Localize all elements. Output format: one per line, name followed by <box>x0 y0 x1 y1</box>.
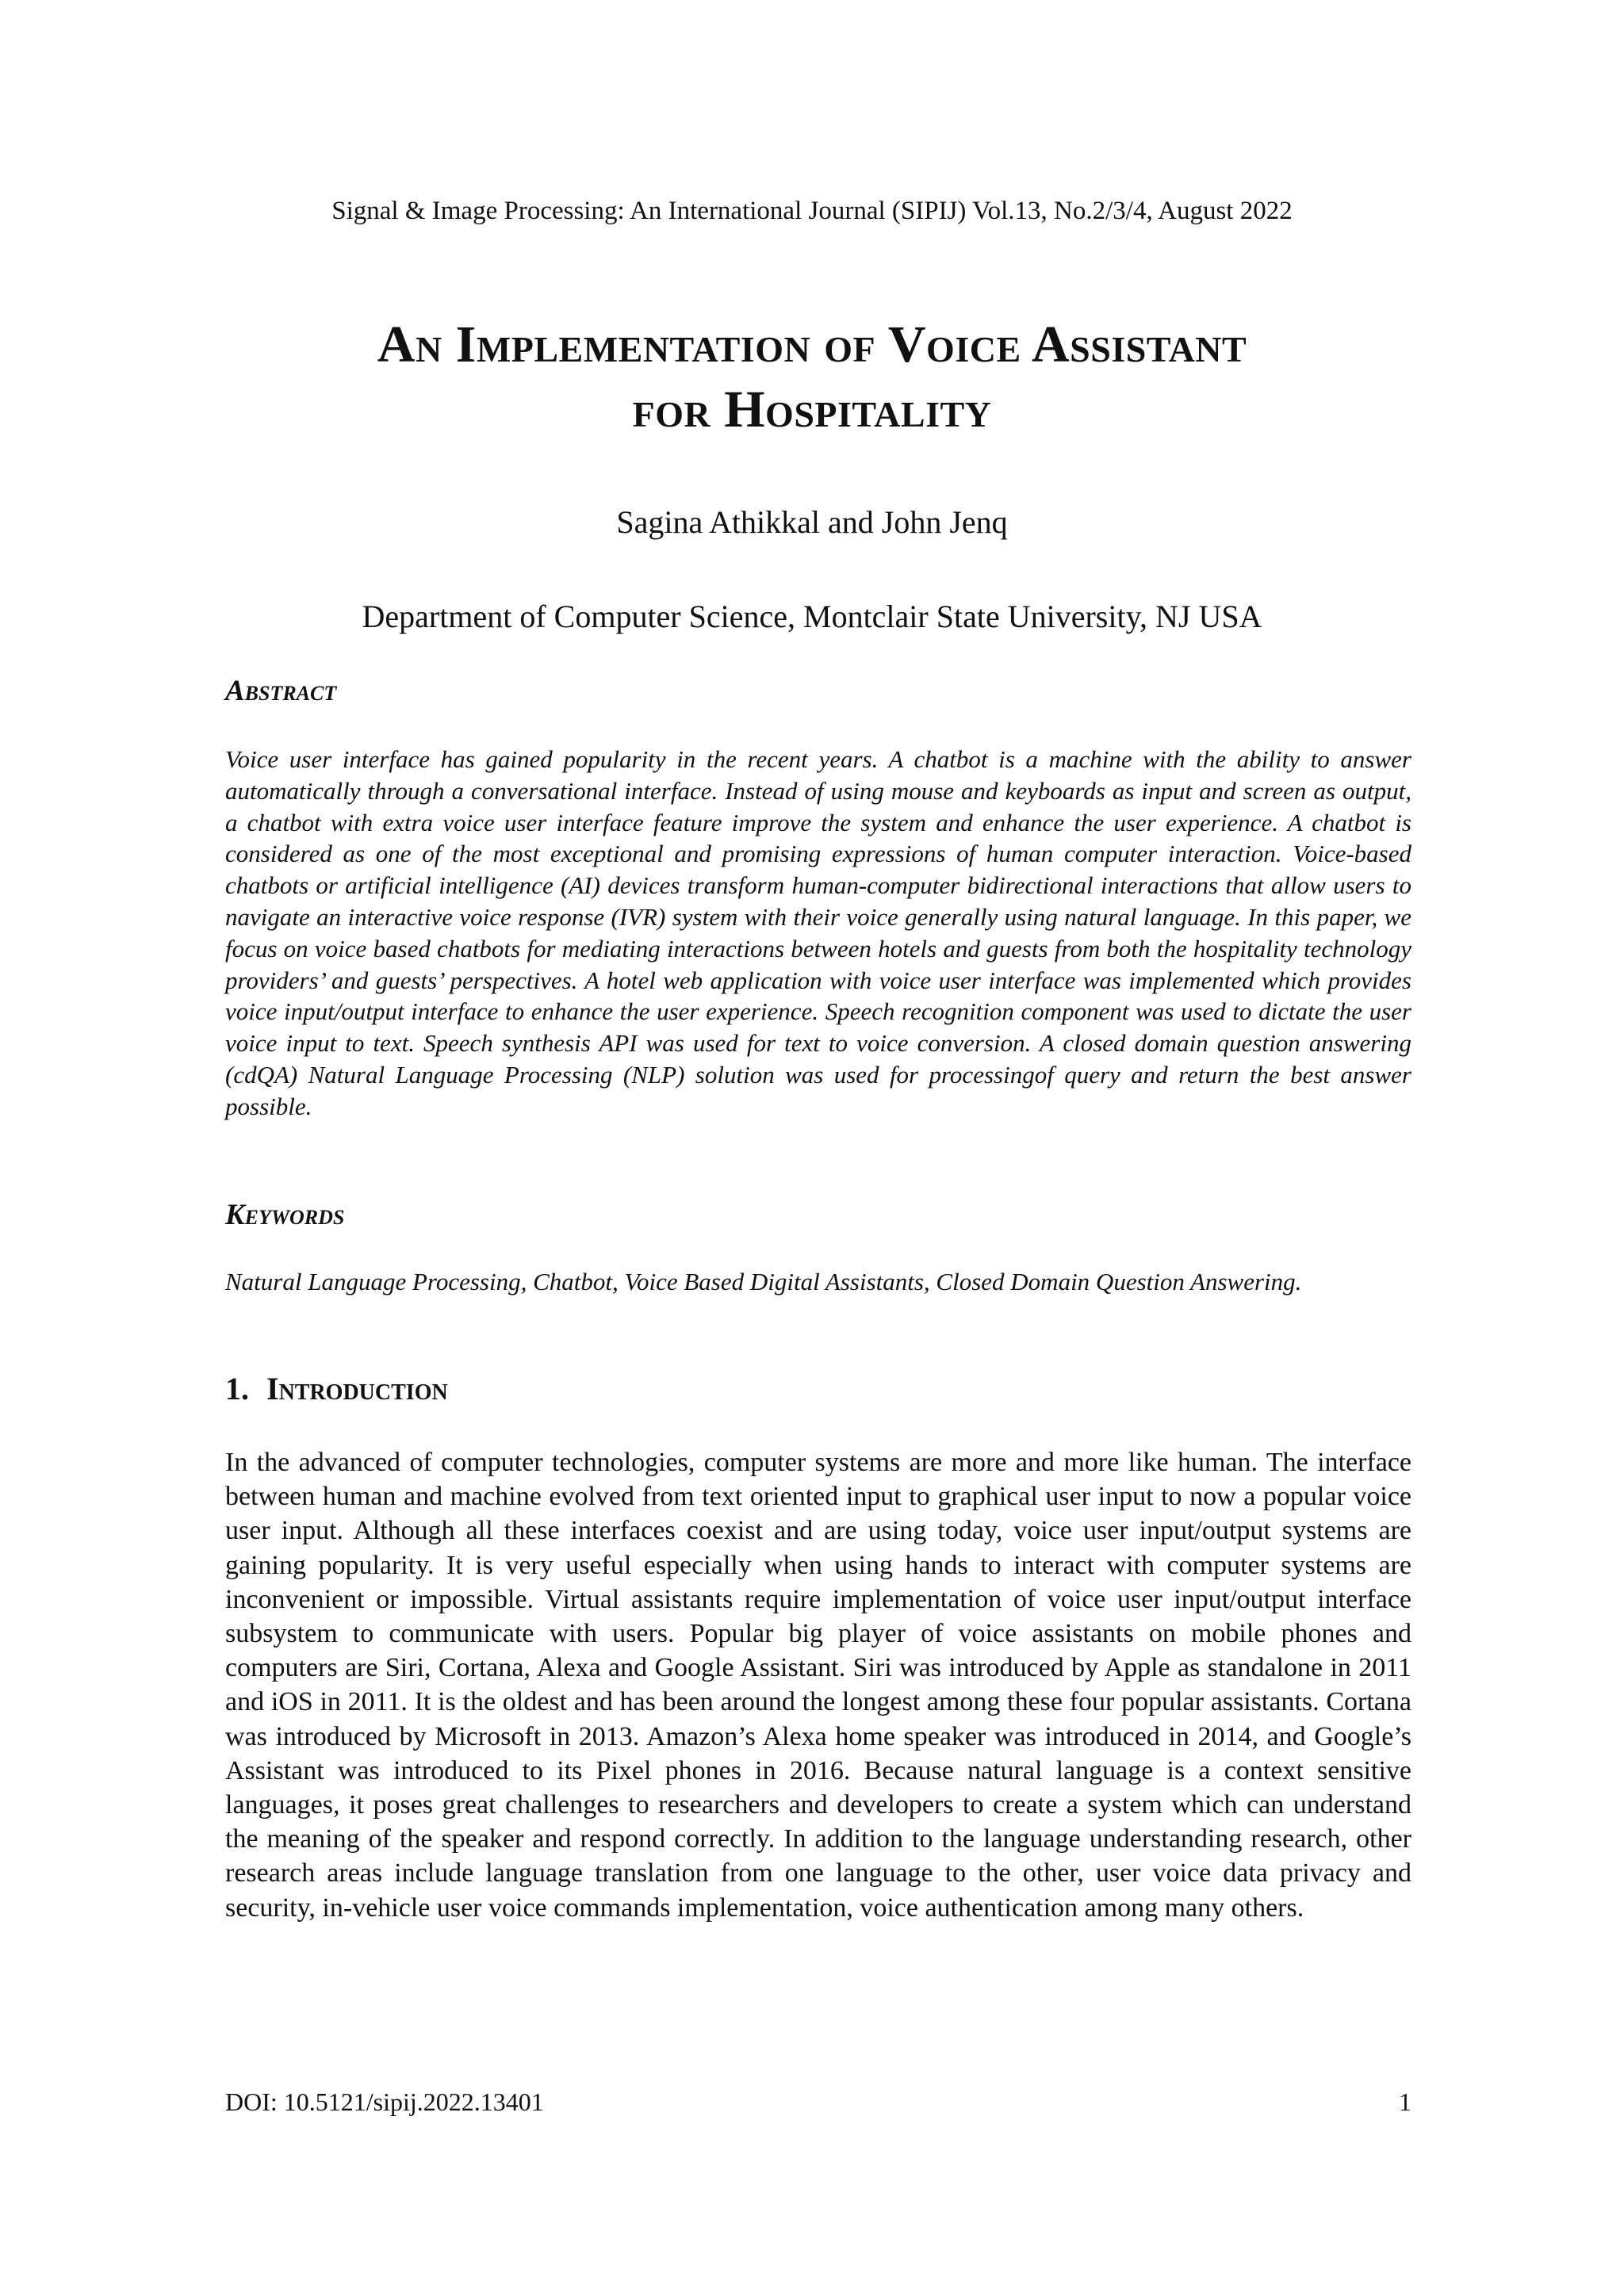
paper-title-line-2: for Hospitality <box>632 381 992 438</box>
author-affiliation: Department of Computer Science, Montclair State University, NJ USA <box>362 599 1262 634</box>
introduction-heading-label: Introduction <box>266 1371 448 1406</box>
keywords-heading: Keywords <box>225 1199 345 1231</box>
introduction-section-number: 1. <box>225 1371 249 1406</box>
doi-footer: DOI: 10.5121/sipij.2022.13401 <box>225 2087 544 2116</box>
paper-title-line-1: An Implementation of Voice Assistant <box>377 316 1247 373</box>
abstract-text: Voice user interface has gained popularity in the recent years. A chatbot is a machine with the ability to answer automatically through a conversational interface. Instead of using mouse and keyboards as input and screen as output, a chatbot with extra voice user interface feature improve the system and enhance the user experience. A chatbot is considered as one of the most exceptional and promising expressions of human computer interaction. Voice-based chatbots or artificial intelligence (AI) devices transform human-computer bidirectional interactions that allow users to navigate an interactive voice response (IVR) system with their voice generally using natural language. In this paper, we focus on voice based chatbots for mediating interactions between hotels and guests from both the hospitality technology providers’ and guests’ perspectives. A hotel web application with voice user interface was implemented which provides voice input/output interface to enhance the user experience. Speech recognition component was used to dictate the user voice input to text. Speech synthesis API was used for text to voice conversion. A closed domain question answering (cdQA) Natural Language Processing (NLP) solution was used for processingof query and return the best answer possible. <box>225 745 1411 1120</box>
introduction-heading <box>225 1368 448 1410</box>
paper-title <box>0 312 1624 442</box>
author-list: Sagina Athikkal and John Jenq <box>616 504 1008 540</box>
keywords-text: Natural Language Processing, Chatbot, Voice Based Digital Assistants, Closed Domain Question Answering. <box>225 1268 1302 1295</box>
page-number: 1 <box>1399 2087 1411 2116</box>
journal-running-header: Signal & Image Processing: An International Journal (SIPIJ) Vol.13, No.2/3/4, August 2022 <box>331 197 1293 225</box>
abstract-heading: Abstract <box>225 675 337 707</box>
introduction-paragraph: In the advanced of computer technologies, computer systems are more and more like human. The interface between human and machine evolved from text oriented input to graphical user input to now a popular voice user input. Although all these interfaces coexist and are using today, voice user input/output systems are gaining popularity. It is very useful especially when using hands to interact with computer systems are inconvenient or impossible. Virtual assistants require implementation of voice user input/output interface subsystem to communicate with users. Popular big player of voice assistants on mobile phones and computers are Siri, Cortana, Alexa and Google Assistant. Siri was introduced by Apple as standalone in 2011 and iOS in 2011. It is the oldest and has been around the longest among these four popular assistants. Cortana was introduced by Microsoft in 2013. Amazon’s Alexa home speaker was introduced in 2014, and Google’s Assistant was introduced to its Pixel phones in 2016. Because natural language is a context sensitive languages, it poses great challenges to researchers and developers to create a system which can understand the meaning of the speaker and respond correctly. In addition to the language understanding research, other research areas include language translation from one language to the other, user voice data privacy and security, in-vehicle user voice commands implementation, voice authentication among many others. <box>225 1448 1411 1923</box>
